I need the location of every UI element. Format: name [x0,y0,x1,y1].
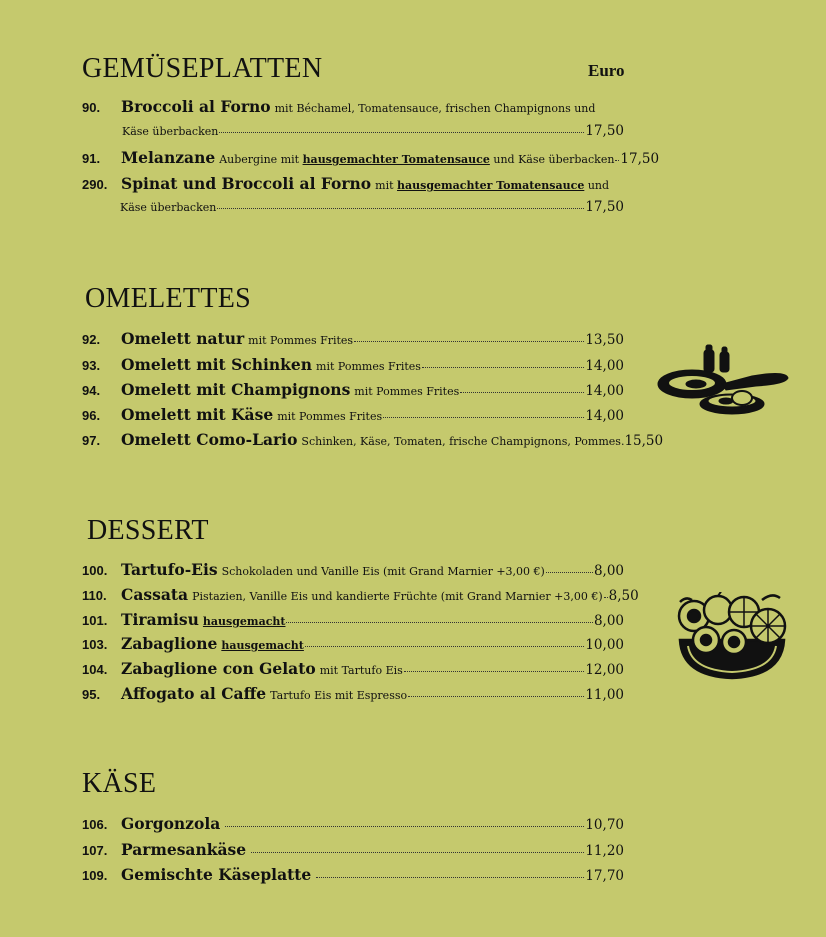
item-description: Schinken, Käse, Tomaten, frische Champignons, Pommes. [301,435,625,448]
leader-dots [316,877,584,878]
item-name: Gemischte Käseplatte [121,865,312,884]
item-price: 8,00 [593,563,624,579]
section-title-gemueseplatten: GEMÜSEPLATTEN [82,53,323,84]
menu-item-continuation [82,125,624,139]
item-number: 107. [82,843,108,858]
item-price: 13,50 [585,332,624,348]
item-description: Käse überbacken [120,201,217,214]
item-name: Omelett mit Käse [121,405,274,424]
item-number: 95. [82,687,101,702]
item-name: Omelett mit Schinken [121,355,313,374]
item-number: 93. [82,358,101,373]
item-price: 11,00 [585,687,624,703]
item-price: 12,00 [585,662,624,678]
fruit-bowl-icon [672,592,792,682]
menu-item [82,585,639,604]
item-number: 101. [82,613,108,628]
item-name: Cassata [121,585,189,604]
item-description: mit Pommes Frites [354,385,460,398]
section-title-dessert: DESSERT [87,515,209,546]
item-price: 17,70 [585,868,624,884]
item-name: Omelett Como-Lario [121,430,298,449]
item-number: 100. [82,563,108,578]
item-name: Spinat und Broccoli al Forno [121,174,372,193]
pan-with-omelette-icon [656,344,790,418]
section-title-kaese: KÄSE [82,768,157,799]
item-price: 14,00 [585,408,624,424]
section-title-omelettes: OMELETTES [85,283,252,314]
item-number: 290. [82,177,108,192]
homemade-emphasis: hausgemacht [202,615,286,628]
item-name: Tartufo-Eis [121,560,218,579]
item-description [203,616,286,627]
item-name: Tiramisu [121,610,199,629]
item-number: 90. [82,100,101,115]
item-number: 97. [82,433,101,448]
item-name: Zabaglione con Gelato [121,659,316,678]
menu-item [82,407,624,424]
item-name: Parmesankäse [121,840,247,859]
item-number: 94. [82,383,101,398]
menu-item [82,636,624,653]
item-name: Gorgonzola [121,814,221,833]
leader-dots [460,392,584,393]
menu-item [82,382,624,399]
item-name: Broccoli al Forno [121,97,271,116]
item-description: Pistazien, Vanille Eis und kandierte Früchte (mit Grand Marnier +3,00 €) [192,590,603,603]
leader-dots [251,852,584,853]
item-price: 17,50 [585,123,624,139]
item-description: Tartufo Eis mit Espresso [270,689,408,702]
item-description: mit Tartufo Eis [319,664,403,677]
homemade-emphasis: hausgemachter Tomatensauce [397,179,585,192]
item-description: mit Pommes Frites [248,334,354,347]
item-name: Zabaglione [121,634,218,653]
menu-item-continuation [82,201,624,215]
item-price: 8,00 [593,613,624,629]
leader-dots [217,208,584,209]
menu-item [82,99,624,115]
item-number: 106. [82,817,108,832]
item-description: Käse überbacken [122,125,219,138]
leader-dots [546,572,593,573]
menu-item [82,562,624,579]
menu-item [82,176,624,192]
menu-item [82,357,624,374]
item-number: 104. [82,662,108,677]
item-price: 17,50 [585,199,624,215]
item-description: mit Pommes Frites [277,410,383,423]
item-price: 14,00 [585,358,624,374]
leader-dots [404,671,585,672]
item-description: mit Pommes Frites [316,360,421,373]
menu-item [82,148,660,167]
item-description [221,640,304,651]
currency-header: Euro [588,61,625,80]
menu-item [82,686,624,703]
leader-dots [604,597,608,598]
item-number: 103. [82,637,108,652]
leader-dots [225,826,584,827]
item-number: 92. [82,332,101,347]
item-name: Omelett natur [121,329,245,348]
item-number: 91. [82,151,101,166]
homemade-emphasis: hausgemacht [221,639,304,652]
menu-item [82,842,624,859]
item-price: 10,70 [585,817,624,833]
item-price: 8,50 [608,588,639,604]
menu-item [82,612,624,629]
item-description: mit Béchamel, Tomatensauce, frischen Champignons und [274,102,596,115]
item-description: Aubergine mit hausgemachter Tomatensauce und Käse überbacken [219,153,615,166]
menu-item [82,816,624,833]
leader-dots [305,646,584,647]
item-number: 109. [82,868,108,883]
menu-item [82,661,624,678]
leader-dots [286,622,592,623]
item-number: 96. [82,408,101,423]
leader-dots [383,417,584,418]
menu-item [82,867,624,884]
item-name: Affogato al Caffe [121,684,267,703]
leader-dots [408,696,584,697]
menu-item [82,331,624,348]
item-price: 17,50 [620,151,660,167]
leader-dots [219,132,584,133]
item-price: 10,00 [585,637,624,653]
item-description: Schokoladen und Vanille Eis (mit Grand Marnier +3,00 €) [221,565,545,578]
menu-item [82,430,664,449]
item-price: 15,50 [624,433,664,449]
leader-dots [422,367,584,368]
leader-dots [615,160,619,161]
item-number: 110. [82,588,107,603]
item-price: 14,00 [585,383,624,399]
item-price: 11,20 [585,843,624,859]
item-description: mit hausgemachter Tomatensauce und [375,179,610,192]
leader-dots [354,341,584,342]
item-name: Melanzane [121,148,216,167]
homemade-emphasis: hausgemachter Tomatensauce [302,153,490,166]
item-name: Omelett mit Champignons [121,380,351,399]
